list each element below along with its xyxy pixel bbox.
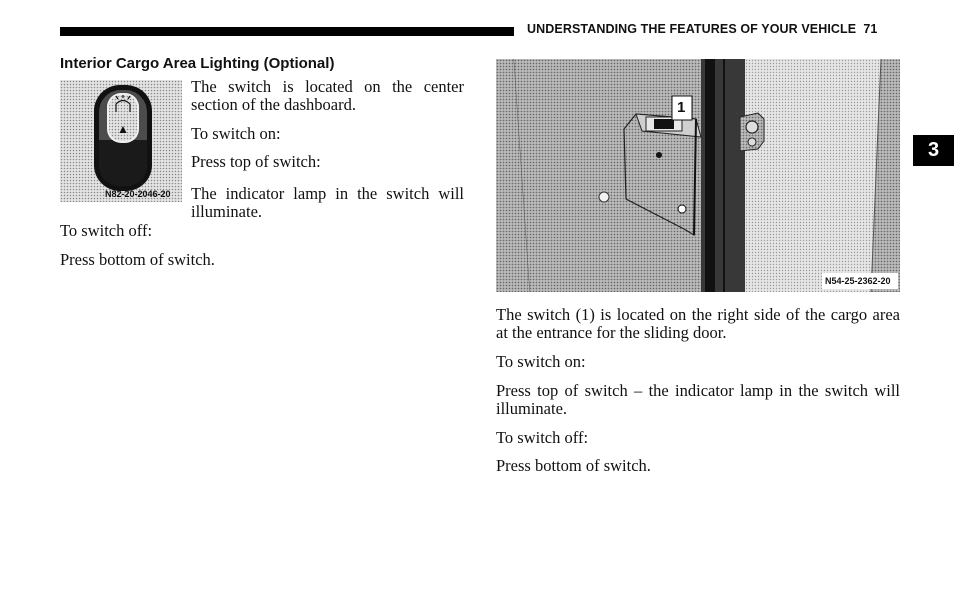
left-paragraph-press-top: Press top of switch: (191, 152, 321, 171)
right-paragraph-switch-on: To switch on: (496, 352, 586, 371)
cargo-switch-figure (496, 59, 900, 292)
figure-code: N54-25-2362-20 (825, 276, 891, 286)
left-paragraph-switch-off: To switch off: (60, 221, 153, 240)
right-paragraph-press-top: Press top of switch – the indicator lamp in the switch will illuminate. (496, 381, 900, 418)
left-paragraph-switch-on: To switch on: (191, 124, 281, 143)
figure-code: N82-20-2046-20 (105, 189, 171, 199)
section-title: Interior Cargo Area Lighting (Optional) (60, 55, 335, 72)
right-paragraph-press-bottom: Press bottom of switch. (496, 456, 651, 475)
left-paragraph-location: The switch is located on the center section of the dashboard. (191, 77, 464, 114)
page-number: 71 (863, 22, 878, 36)
left-paragraph-indicator: The indicator lamp in the switch will illuminate. (191, 184, 464, 221)
running-header (527, 22, 927, 36)
right-paragraph-location: The switch (1) is located on the right side of the cargo area at the entrance for the sliding door. (496, 305, 900, 342)
left-paragraph-press-bottom: Press bottom of switch. (60, 250, 215, 269)
chapter-tab: 3 (913, 135, 954, 166)
figure-callout: 1 (677, 99, 686, 116)
header-rule (60, 27, 514, 36)
right-paragraph-switch-off: To switch off: (496, 428, 589, 447)
header-title: UNDERSTANDING THE FEATURES OF YOUR VEHICLE (527, 22, 857, 36)
dashboard-switch-figure (60, 80, 182, 202)
